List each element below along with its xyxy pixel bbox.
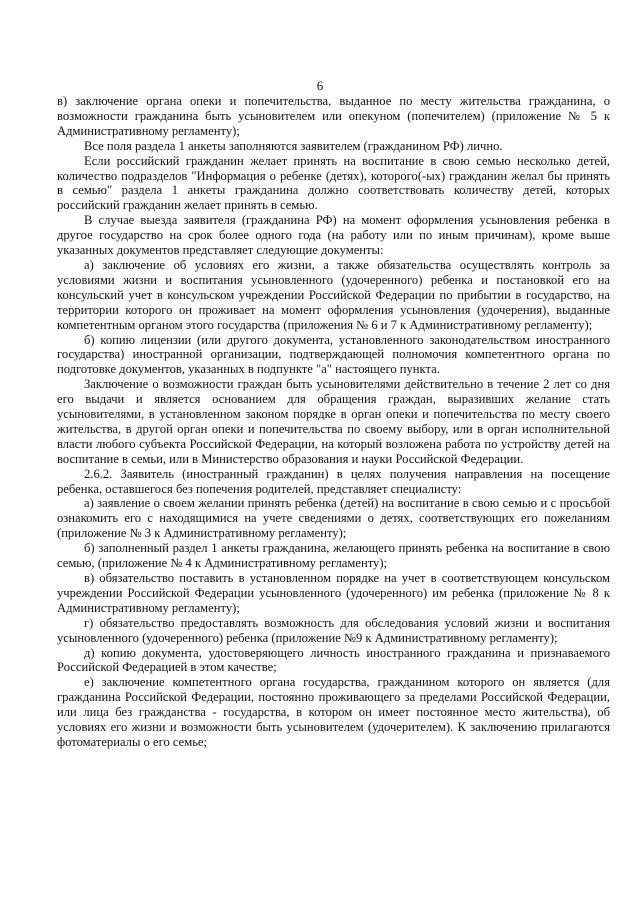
paragraph: Заключение о возможности граждан быть усыновителями действительно в течение 2 лет со дня его выдачи и является основанием для обращения граждан, выразивших желание стать усыновителями, в установленном законом порядке в орган опеки и попечительства по месту своего жительства, в другой орган опеки и попечительства по своему выбору, или в орган исполнительной власти любого субъекта Российской Федерации, на который возложена работа по устройству детей на воспитание в семьи, или в Министерство образования и науки Российской Федерации.: [57, 377, 610, 466]
paragraph: а) заявление о своем желании принять ребенка (детей) на воспитание в свою семью и с просьбой ознакомить его с находящимися на учете сведениями о детях, соответствующих его пожеланиям (приложение № 3 к Административному регламенту);: [57, 496, 610, 541]
paragraph: в) заключение органа опеки и попечительства, выданное по месту жительства гражданина, о возможности гражданина быть усыновителем или опекуном (попечителем) (приложение № 5 к Административному регламенту);: [57, 94, 610, 138]
paragraph: в) обязательство поставить в установленном порядке на учет в соответствующем консульском учреждении Российской Федерации усыновленного (удочеренного) им ребенка (приложение № 8 к Административному регламенту);: [57, 571, 610, 615]
paragraph: е) заключение компетентного органа государства, гражданином которого он является (для гражданина Российской Федерации, постоянно проживающего за пределами Российской Федерации, или лица без гражданства - государства, в котором он имеет постоянное место жительства), об условиях его жизни и возможности быть усыновителем (удочерителем). К заключению прилагаются фотоматериалы о его семье;: [57, 675, 610, 749]
paragraph: б) заполненный раздел 1 анкеты гражданина, желающего принять ребенка на воспитание в свою семью, (приложение № 4 к Административному регламенту);: [57, 541, 610, 571]
paragraph: г) обязательство предоставлять возможность для обследования условий жизни и воспитания усыновленного (удочеренного) ребенка (приложение №9 к Административному регламенту);: [57, 615, 610, 645]
paragraph: Все поля раздела 1 анкеты заполняются заявителем (гражданином РФ) лично.: [84, 138, 503, 153]
paragraph: Если российский гражданин желает принять на воспитание в свою семью несколько детей, количество подразделов "Информация о ребенке (детях), которого(-ых) гражданин желал бы принять в семью" раздела 1 анкеты гражданина должно соответствовать количеству детей, которых российский гражданин желает принять в семью.: [57, 153, 610, 213]
paragraph: а) заключение об условиях его жизни, а также обязательства осуществлять контроль за условиями жизни и воспитания усыновленного (удочеренного) ребенка и постановкой его на консульский учет в консульском учреждении Российской Федерации по прибытии в государство, на территории которого он проживает на момент оформления усыновления (удочерения), выданные компетентным органом этого государства (приложения № 6 и 7 к Административному регламенту);: [57, 257, 610, 332]
paragraph: В случае выезда заявителя (гражданина РФ) на момент оформления усыновления ребенка в другое государство на срок более одного года (на работу или по иным причинам), кроме выше указанных документов представляет следующие документы:: [57, 213, 610, 258]
paragraph: 2.6.2. Заявитель (иностранный гражданин) в целях получения направления на посещение ребенка, оставшегося без попечения родителей, представляет специалисту:: [57, 466, 610, 496]
paragraph: д) копию документа, удостоверяющего личность иностранного гражданина и признаваемого Российской Федерацией в этом качестве;: [57, 645, 610, 675]
paragraph: б) копию лицензии (или другого документа, установленного законодательством иностранного государства) иностранной организации, подтверждающей полномочия компетентного органа по подготовке документов, указанных в подпункте "а" настоящего пункта.: [57, 332, 610, 377]
page-number: 6: [316, 78, 324, 93]
document-body: [57, 94, 610, 750]
